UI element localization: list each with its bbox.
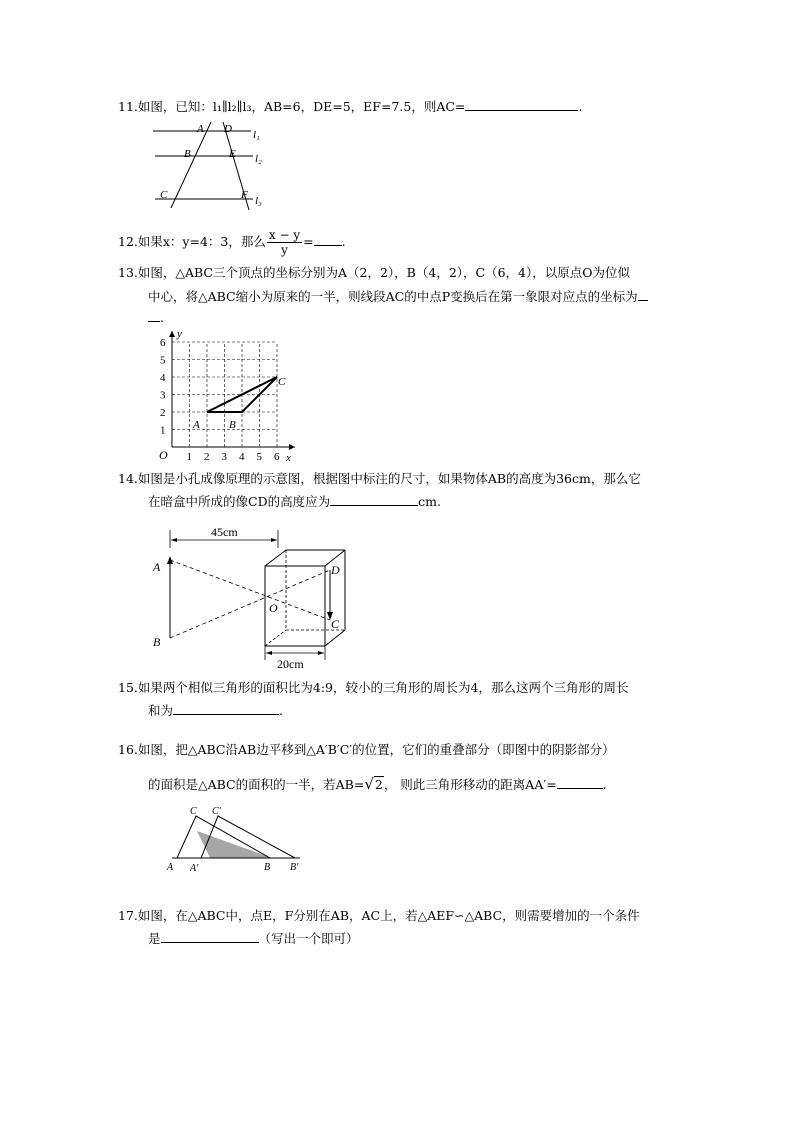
label-x: x (286, 452, 291, 464)
question-16-line2: 的面积是△ABC的面积的一半，若AB=√2， 则此三角形移动的距离AA′= . (148, 775, 607, 793)
transversal-ac (171, 122, 211, 208)
label-45cm: 45cm (211, 525, 238, 539)
answer-blank-13b[interactable] (148, 308, 160, 322)
question-14-line1: 14.如图是小孔成像原理的示意图，根据图中标注的尺寸，如果物体AB的高度为36cm，那么它 (118, 471, 641, 486)
x-tick-label: 6 (274, 451, 280, 463)
fraction-x-minus-y-over-y: $\frac{x - y}{y}$ (268, 228, 301, 257)
y-tick-label: 4 (160, 372, 166, 384)
question-15-line2: 和为 . (148, 703, 283, 718)
ray-a-to-c (170, 560, 330, 620)
x-tick-label: 5 (256, 451, 262, 463)
y-tick-label: 6 (160, 337, 166, 349)
y-tick-label: 5 (160, 354, 166, 367)
question-11-text: 11.如图，已知：l₁∥l₂∥l₃，AB=6，DE=5，EF=7.5，则AC= (118, 99, 466, 114)
answer-blank-11[interactable] (465, 97, 578, 111)
y-tick-label: 3 (160, 389, 166, 402)
question-11: 11.如图，已知：l₁∥l₂∥l₃，AB=6，DE=5，EF=7.5，则AC= . (118, 99, 583, 114)
question-13-line3: . (148, 308, 164, 327)
label-a-prime: A′ (190, 863, 199, 874)
label-20cm: 20cm (277, 657, 304, 671)
question-12: 12.如果x：y=4：3，那么 $\frac{x - y}{y}$ = . (118, 228, 346, 257)
label-o: O (269, 601, 278, 615)
figure-13-coordinate-grid (155, 325, 315, 465)
x-axis-arrow (289, 444, 295, 450)
question-17-line1: 17.如图，在△ABC中，点E，F分别在AB，AC上，若△AEF∽△ABC，则需要增加的一个条件 (118, 908, 640, 923)
question-16-line1: 16.如图，把△ABC沿AB边平移到△A′B′C′的位置，它们的重叠部分（即图中的阴影部分） (118, 742, 615, 757)
answer-blank-12[interactable] (314, 232, 342, 246)
label-b: B (229, 419, 236, 431)
answer-blank-16[interactable] (557, 775, 603, 789)
question-17-line2: 是 （写出一个即可） (148, 931, 359, 946)
label-a: A (167, 862, 174, 873)
question-14-line2: 在暗盒中所成的像CD的高度应为 cm. (148, 494, 441, 509)
question-15-line1: 15.如果两个相似三角形的面积比为4:9，较小的三角形的周长为4，那么这两个三角形的周长 (118, 680, 629, 695)
label-a: A (193, 419, 200, 431)
x-tick-label: 2 (204, 451, 210, 463)
question-13-line1: 13.如图，△ABC三个顶点的坐标分别为A（2，2），B（4，2），C（6，4），以原点O为位似 (118, 265, 630, 280)
label-a: A (197, 123, 204, 135)
label-d: D (224, 123, 232, 135)
label-l1: l₁ (253, 129, 260, 141)
label-c: C (278, 376, 286, 388)
label-b: B (264, 862, 271, 873)
answer-blank-14[interactable] (330, 492, 418, 506)
label-b-prime: B′ (290, 862, 299, 873)
label-o: O (159, 448, 168, 462)
figure-14-pinhole-camera (145, 520, 365, 675)
y-tick-label: 2 (160, 407, 166, 419)
label-c: C (190, 806, 197, 817)
question-12-text: 12.如果x：y=4：3，那么 (118, 234, 266, 249)
x-tick-label: 3 (221, 451, 227, 463)
label-f: F (241, 189, 248, 201)
overlap-shaded (197, 831, 272, 858)
label-b: B (153, 635, 161, 649)
answer-blank-17[interactable] (161, 929, 259, 943)
label-b: B (184, 148, 191, 160)
label-l3: l₃ (255, 195, 262, 207)
label-c: C (331, 617, 340, 631)
label-a: A (153, 560, 161, 574)
x-tick-label: 4 (239, 451, 245, 463)
answer-blank-15[interactable] (173, 701, 279, 715)
x-tick-label: 1 (186, 451, 192, 463)
label-e: E (229, 148, 236, 160)
label-c: C (160, 189, 168, 201)
label-d: D (331, 563, 340, 577)
y-axis-arrow (169, 331, 175, 337)
y-tick-label: 1 (160, 424, 166, 437)
sqrt-2: √2 (364, 775, 383, 793)
answer-blank-13a[interactable] (638, 287, 648, 301)
label-l2: l₂ (255, 153, 262, 165)
label-c-prime: C′ (212, 806, 221, 817)
figure-16-translated-triangles (160, 802, 320, 877)
figure-11-parallel-lines (145, 120, 275, 210)
ray-b-to-d (170, 570, 330, 638)
question-13-line2: 中心，将△ABC缩小为原来的一半，则线段AC的中点P变换后在第一象限对应点的坐标为 (148, 287, 648, 306)
label-y: y (177, 328, 182, 340)
